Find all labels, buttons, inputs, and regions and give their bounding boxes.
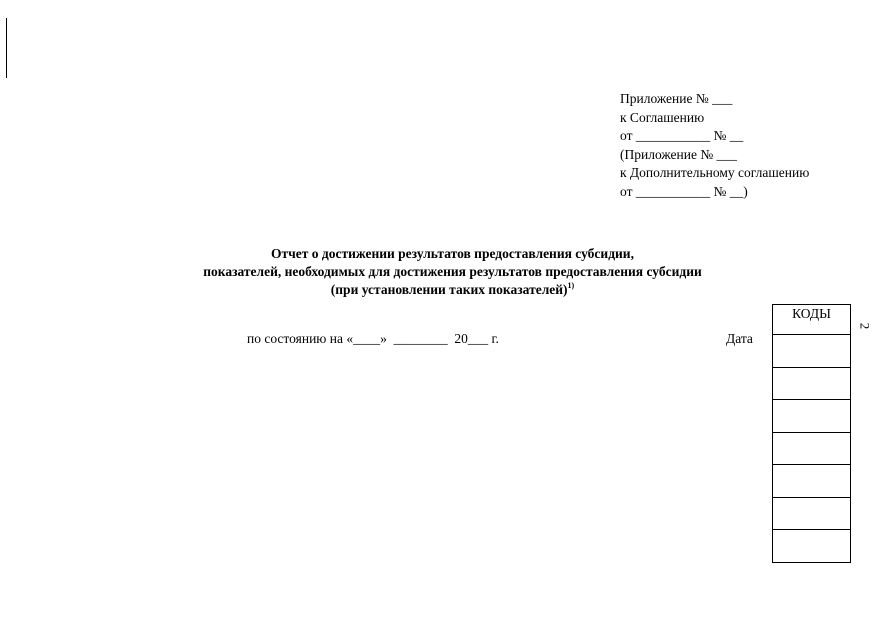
codes-table-row: [773, 400, 851, 433]
margin-line: [6, 18, 7, 78]
report-title: [0, 245, 895, 299]
codes-table-row: [773, 335, 851, 368]
report-title-line-3-text: (при установлении таких показателей): [330, 282, 568, 297]
codes-table: [772, 304, 851, 563]
codes-table-row: [773, 465, 851, 498]
appendix-reference-block: [620, 90, 809, 201]
codes-header: КОДЫ: [773, 305, 851, 335]
code-cell[interactable]: [773, 335, 851, 368]
code-cell[interactable]: [773, 432, 851, 465]
code-cell[interactable]: [773, 497, 851, 530]
code-cell[interactable]: [773, 530, 851, 563]
codes-table-row: [773, 530, 851, 563]
page-number: 2: [857, 322, 873, 330]
codes-table-row: [773, 367, 851, 400]
codes-table-row: [773, 497, 851, 530]
as-of-date-line: по состоянию на «____» ________ 20___ г.: [247, 331, 499, 346]
appendix-line: к Дополнительному соглашению: [620, 165, 810, 180]
appendix-line: от ___________ № __): [620, 183, 748, 199]
footnote-marker: 1): [567, 281, 575, 290]
codes-table-header-row: [773, 305, 851, 335]
codes-table-row: [773, 432, 851, 465]
appendix-line: к Соглашению: [620, 109, 705, 125]
appendix-line: Приложение № ___: [620, 91, 733, 106]
code-cell[interactable]: [773, 367, 851, 400]
report-title-line-1: Отчет о достижении результатов предоставления субсидии,: [271, 246, 634, 261]
report-title-line-2: показателей, необходимых для достижения результатов предоставления субсидии: [203, 264, 702, 279]
date-label: Дата: [726, 331, 753, 346]
appendix-line: (Приложение № ___: [620, 146, 737, 162]
code-cell[interactable]: [773, 400, 851, 433]
code-cell[interactable]: [773, 465, 851, 498]
report-title-line-3: [0, 281, 895, 299]
appendix-line: от ___________ № __: [620, 128, 744, 143]
